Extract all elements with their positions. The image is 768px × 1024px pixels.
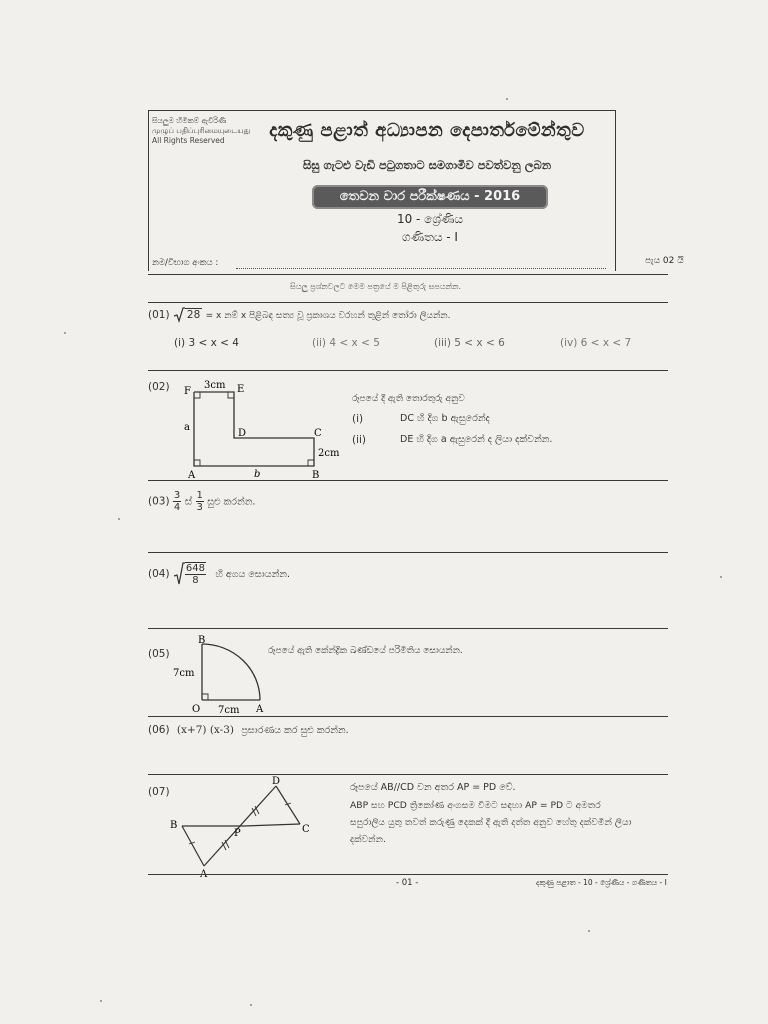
label-B7: B bbox=[170, 820, 178, 831]
q3-number: (03) bbox=[148, 495, 170, 508]
question-1 bbox=[148, 307, 668, 323]
q1-number: (01) bbox=[148, 309, 170, 321]
footer-right-text: දකුණු පළාත - 10 - ශ්‍රේණිය - ගණිතය - I bbox=[536, 878, 667, 887]
lshape-outline bbox=[194, 392, 314, 466]
label-A: A bbox=[188, 470, 196, 481]
instruction-text: සියලු ප්‍රශ්නවලට මෙම පත්‍රයේ ම පිළිතුරු සපයන්න. bbox=[290, 282, 462, 291]
label-A5: A bbox=[256, 704, 264, 715]
logo-line-1: සියලුම හිමිකම් ඇවිරිණි bbox=[152, 116, 227, 125]
department-title: දකුණු පළාත් අධ්‍යාපන දෙපාර්තමේන්තුව bbox=[269, 120, 585, 141]
logo-line-2: முழுப் பதிப்புரிமையுடையது bbox=[152, 126, 251, 135]
question-6 bbox=[148, 724, 349, 736]
q5-number: (05) bbox=[148, 648, 170, 660]
question-3 bbox=[148, 490, 255, 513]
scan-speck bbox=[250, 1004, 252, 1006]
q2-part2: DE හි දිග a ඇසුරෙන් ද ලියා දක්වන්න. bbox=[400, 434, 553, 445]
label-B5: B bbox=[198, 635, 206, 646]
q1-option-3: (iii) 5 < x < 6 bbox=[434, 337, 505, 349]
sector-outline bbox=[202, 644, 260, 700]
q3-frac1-den: 4 bbox=[173, 502, 181, 513]
subject-label: ගණිතය - I bbox=[402, 230, 458, 244]
label-D7: D bbox=[272, 776, 281, 787]
exam-badge: තෙවන වාර පරීක්ෂණය - 2016 bbox=[312, 185, 548, 209]
divider-2 bbox=[148, 370, 668, 371]
q7-line-3: සපුරාලිය යුතු තවත් කරුණු දෙකක් දී ඇති දත්ත අනුව හේතු දක්වමින් ලියා bbox=[350, 817, 632, 828]
header-bottom-rule bbox=[148, 274, 668, 275]
label-2cm: 2cm bbox=[318, 448, 340, 459]
right-angle-marks bbox=[194, 392, 314, 466]
scan-speck bbox=[588, 930, 590, 932]
q7-line-4: දක්වන්න. bbox=[350, 834, 386, 845]
label-E: E bbox=[237, 384, 245, 395]
footer-page-number: - 01 - bbox=[396, 878, 419, 888]
label-A7: A bbox=[200, 869, 208, 878]
grade-label: 10 - ශ්‍රේණිය bbox=[396, 212, 464, 226]
label-a: a bbox=[184, 422, 190, 433]
label-D: D bbox=[238, 428, 247, 439]
q4-fraction bbox=[185, 562, 206, 586]
label-7cm-horiz: 7cm bbox=[218, 705, 240, 716]
q1-radicand: 28 bbox=[186, 309, 201, 321]
label-P: P bbox=[234, 828, 241, 839]
q6-number: (06) bbox=[148, 724, 170, 736]
sqrt-symbol-q4 bbox=[173, 562, 185, 586]
q4-num: 648 bbox=[185, 563, 205, 574]
q7-number: (07) bbox=[148, 786, 170, 798]
label-b: b bbox=[254, 469, 261, 480]
q2-part2-num: (ii) bbox=[352, 434, 367, 446]
divider-3 bbox=[148, 480, 668, 481]
q5-text: රූපයේ ඇති කේන්ද්‍රික ඛණ්ඩයේ පරිමිතිය සොයන්න. bbox=[268, 646, 463, 656]
q4-den: 8 bbox=[192, 575, 199, 586]
q3-frac2-den: 3 bbox=[196, 502, 203, 513]
label-C7: C bbox=[302, 824, 310, 835]
q3-frac1-num: 3 bbox=[173, 490, 181, 501]
q3-mid: ස් bbox=[184, 495, 193, 508]
logo-line-3: All Rights Reserved bbox=[152, 136, 225, 145]
question-4 bbox=[148, 562, 290, 586]
q4-number: (04) bbox=[148, 568, 170, 580]
scan-speck bbox=[506, 98, 508, 100]
divider-6 bbox=[148, 716, 668, 717]
scan-speck bbox=[100, 1000, 102, 1002]
q6-text: ප්‍රසාරණය කර සුළු කරන්න. bbox=[241, 725, 349, 736]
name-label: නම/විභාග අංකය : bbox=[152, 258, 219, 268]
label-B: B bbox=[312, 470, 320, 481]
q7-line-2: ABP සහ PCD ත්‍රිකෝණ අංගසම වීමට සඳහා AP = PD ට අමතර bbox=[350, 800, 601, 811]
q3-frac2-num: 1 bbox=[196, 490, 203, 501]
name-dotted-line bbox=[236, 268, 606, 269]
scan-speck bbox=[118, 518, 120, 520]
label-7cm-vert: 7cm bbox=[173, 668, 195, 679]
q2-intro: රූපයේ දී ඇති තොරතුරු අනුව bbox=[352, 394, 465, 404]
label-F: F bbox=[184, 386, 191, 397]
label-O: O bbox=[192, 704, 201, 715]
q1-option-4: (iv) 6 < x < 7 bbox=[560, 337, 632, 349]
q5-figure bbox=[168, 634, 278, 716]
q6-expression: (x+7) (x-3) bbox=[176, 724, 234, 736]
divider-1 bbox=[148, 302, 668, 303]
q7-lines bbox=[182, 786, 300, 866]
scan-speck bbox=[64, 332, 66, 334]
time-label: පැය 02 යි bbox=[645, 256, 684, 266]
label-C: C bbox=[314, 428, 322, 439]
q7-line-1: රූපයේ AB//CD වන අතර AP = PD වේ. bbox=[350, 782, 516, 793]
q3-text: සුළු කරන්න. bbox=[207, 496, 256, 508]
q1-option-2: (ii) 4 < x < 5 bbox=[312, 337, 380, 349]
q4-text: හි අගය සොයන්න. bbox=[215, 569, 291, 580]
q7-figure bbox=[164, 774, 320, 878]
q2-part1: DC හි දිග b ඇසුරෙන්ද bbox=[400, 413, 490, 424]
divider-5 bbox=[148, 628, 668, 629]
q1-text: = x නම් x පිළිබඳ සත්‍ය වූ ප්‍රකාශය වරහන් තුළින් තෝරා ලියන්න. bbox=[205, 311, 451, 321]
exam-subtitle: සිසු ගැටළු වැඩි පටුගතාට සමගාමීව පවත්වනු ලබන bbox=[302, 158, 552, 172]
sqrt-symbol bbox=[173, 307, 185, 323]
divider-4 bbox=[148, 552, 668, 553]
q2-part1-num: (i) bbox=[352, 413, 364, 425]
q2-figure bbox=[176, 378, 354, 500]
q3-fraction-2 bbox=[196, 490, 204, 513]
q3-fraction-1 bbox=[173, 490, 181, 513]
scan-speck bbox=[720, 576, 722, 578]
footer-rule bbox=[148, 874, 668, 875]
q1-option-1: (i) 3 < x < 4 bbox=[174, 337, 239, 349]
label-top-3cm: 3cm bbox=[204, 380, 226, 391]
logo-text bbox=[152, 116, 250, 146]
q2-number: (02) bbox=[148, 381, 170, 393]
